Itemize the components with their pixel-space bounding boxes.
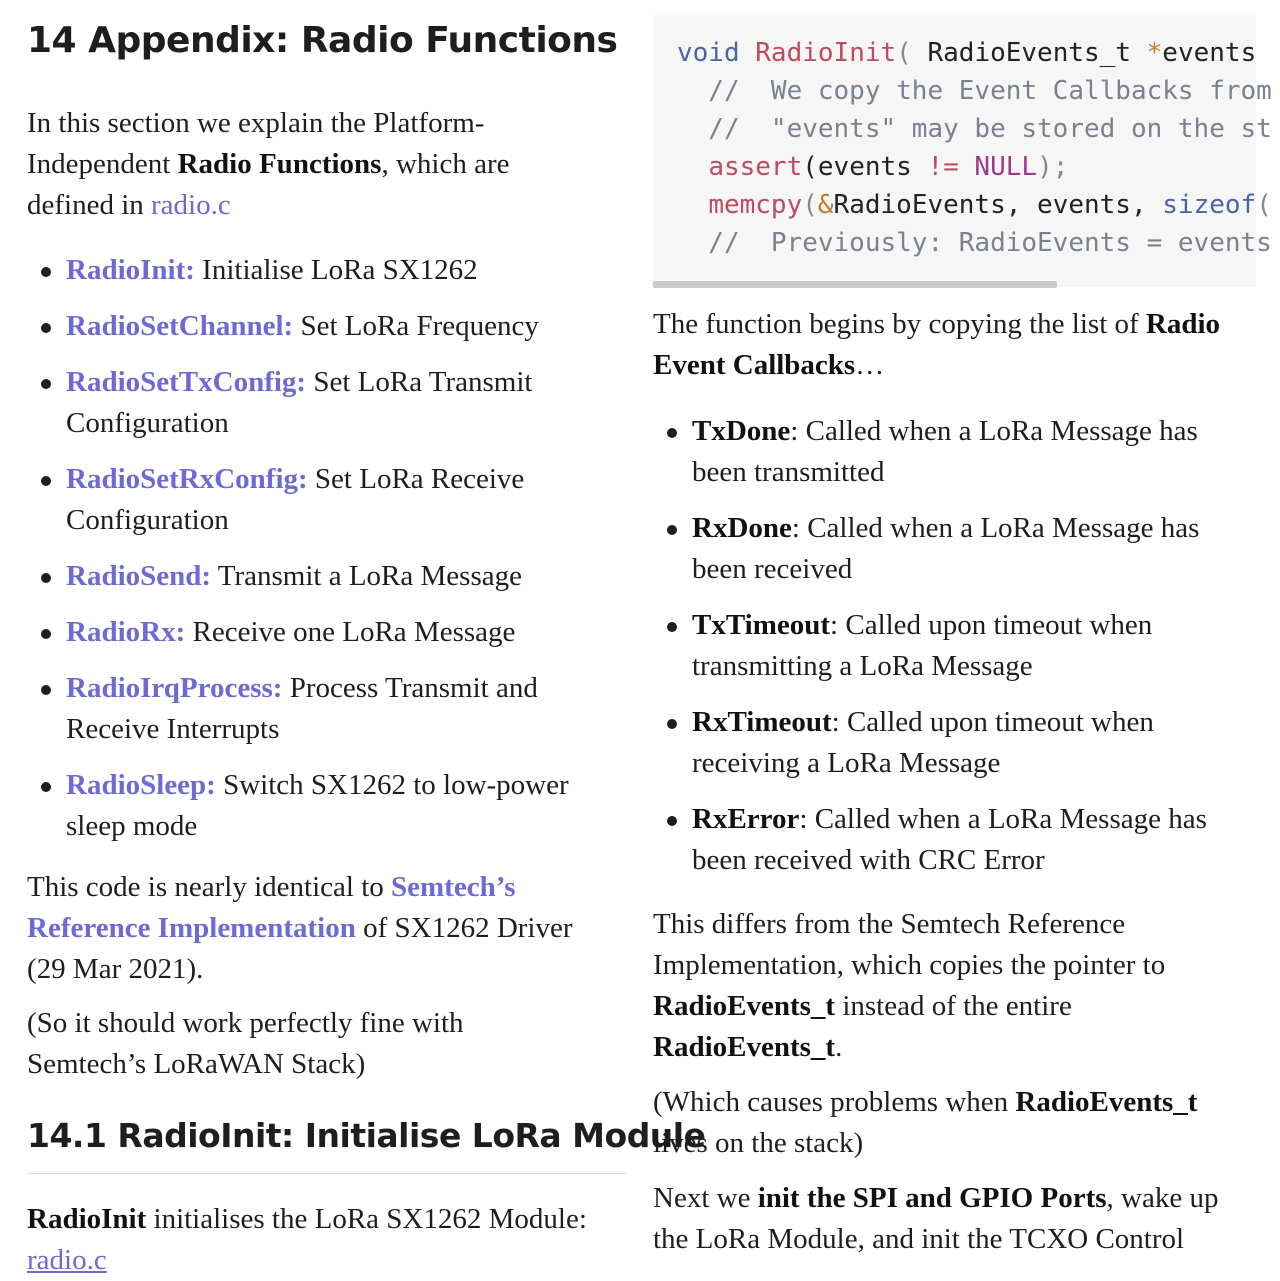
bullet-icon xyxy=(667,719,677,729)
next-text: Next we xyxy=(653,1182,758,1214)
radioinit-paragraph xyxy=(27,1199,627,1240)
stack-note-bold: RadioEvents_t xyxy=(1015,1086,1198,1118)
list-item xyxy=(653,605,1253,687)
list-item xyxy=(27,250,627,291)
bullet-icon xyxy=(41,685,51,695)
function-link[interactable]: RadioSend: xyxy=(66,560,212,592)
callback-desc: : Called upon timeout when transmitting a LoRa Message xyxy=(692,609,1153,682)
differs-text-mid: instead of the entire xyxy=(835,990,1072,1022)
intro-bold: Radio Functions xyxy=(177,148,382,180)
code-token: ( xyxy=(1256,190,1272,220)
reference-text-post: of SX1262 Driver (29 Mar 2021). xyxy=(27,912,573,985)
radioinit-bold: RadioInit xyxy=(27,1203,147,1235)
right-column xyxy=(653,0,1256,1280)
callback-name: TxDone xyxy=(692,415,791,447)
reference-paragraph xyxy=(27,867,617,990)
radio-c-link-paragraph xyxy=(27,1240,107,1281)
code-token: , events, xyxy=(1005,190,1163,220)
code-comment: // "events" may be stored on the st xyxy=(677,114,1272,144)
list-item xyxy=(27,612,627,653)
differs-bold-1: RadioEvents_t xyxy=(653,990,836,1022)
function-link[interactable]: RadioSetTxConfig: xyxy=(66,366,307,398)
semtech-reference-link[interactable]: Semtech’s Reference Implementation xyxy=(27,871,516,944)
code-token: RadioInit xyxy=(755,38,897,68)
function-desc: Initialise LoRa SX1262 xyxy=(194,254,478,286)
callbacks-intro-ellipsis: … xyxy=(855,349,885,381)
code-token: & xyxy=(817,190,834,220)
list-item xyxy=(653,702,1253,784)
code-token: != xyxy=(927,152,959,182)
callback-name: TxTimeout xyxy=(692,609,831,641)
next-text-post: , wake up the LoRa Module, and init the TCXO Control xyxy=(653,1182,1219,1255)
code-token: ); xyxy=(1037,152,1069,182)
list-item xyxy=(27,765,627,847)
radio-c-link-2[interactable]: radio.c xyxy=(27,1244,107,1276)
radio-c-link[interactable]: radio.c xyxy=(151,189,231,221)
bullet-icon xyxy=(41,379,51,389)
code-token: * xyxy=(1130,38,1163,68)
code-token: memcpy xyxy=(708,190,803,220)
code-token: RadioEvents_t xyxy=(927,38,1131,68)
next-bold: init the SPI and GPIO Ports xyxy=(757,1182,1107,1214)
code-comment: // Previously: RadioEvents = events xyxy=(677,228,1272,258)
radioinit-text: initialises the LoRa SX1262 Module: xyxy=(146,1203,587,1235)
function-link[interactable]: RadioSetRxConfig: xyxy=(66,463,308,495)
callback-name: RxError xyxy=(692,803,800,835)
next-paragraph xyxy=(653,1178,1253,1260)
code-token: assert xyxy=(708,152,803,182)
bullet-icon xyxy=(667,525,677,535)
callback-desc: : Called when a LoRa Message has been received with CRC Error xyxy=(692,803,1207,876)
heading-divider xyxy=(27,1173,627,1174)
list-item xyxy=(27,556,627,597)
code-token: NULL xyxy=(958,152,1038,182)
intro-text: In this section we explain the Platform-Independent xyxy=(27,107,485,180)
function-link[interactable]: RadioInit: xyxy=(66,254,195,286)
bullet-icon xyxy=(41,476,51,486)
bullet-icon xyxy=(41,573,51,583)
list-item xyxy=(653,799,1253,881)
code-token: ( xyxy=(896,38,928,68)
code-token: (events xyxy=(802,152,928,182)
function-link[interactable]: RadioSleep: xyxy=(66,769,216,801)
bullet-icon xyxy=(41,323,51,333)
function-desc: Set LoRa Receive Configuration xyxy=(66,463,525,536)
bullet-icon xyxy=(41,782,51,792)
callbacks-intro xyxy=(653,304,1253,386)
callback-name: RxTimeout xyxy=(692,706,832,738)
intro-paragraph xyxy=(27,103,587,226)
reference-text: This code is nearly identical to xyxy=(27,871,392,903)
callbacks-intro-text: The function begins by copying the list of xyxy=(653,308,1146,340)
callback-name: RxDone xyxy=(692,512,792,544)
bullet-icon xyxy=(667,816,677,826)
function-link[interactable]: RadioSetChannel: xyxy=(66,310,294,342)
code-token: RadioEvents xyxy=(833,190,1006,220)
bullet-icon xyxy=(41,629,51,639)
callback-desc: : Called when a LoRa Message has been received xyxy=(692,512,1200,585)
subsection-heading: 14.1 RadioInit: Initialise LoRa Module xyxy=(27,1116,706,1155)
differs-paragraph xyxy=(653,904,1253,1068)
stack-note xyxy=(653,1082,1253,1164)
code-token: void xyxy=(677,38,740,68)
list-item xyxy=(653,411,1253,493)
code-token: sizeof xyxy=(1162,190,1257,220)
stack-note-post: lives on the stack) xyxy=(653,1127,864,1159)
function-desc: Set LoRa Transmit Configuration xyxy=(66,366,533,439)
callback-list xyxy=(653,411,1253,881)
intro-text-mid: , which are defined in xyxy=(27,148,510,221)
function-desc: Set LoRa Frequency xyxy=(293,310,539,342)
section-heading: 14 Appendix: Radio Functions xyxy=(27,20,618,61)
bullet-icon xyxy=(41,267,51,277)
function-desc: Switch SX1262 to low-power sleep mode xyxy=(66,769,569,842)
code-token: ( xyxy=(802,190,818,220)
function-desc: Process Transmit and Receive Interrupts xyxy=(66,672,538,745)
bullet-icon xyxy=(667,622,677,632)
differs-bold-2: RadioEvents_t xyxy=(653,1031,836,1063)
list-item xyxy=(27,668,627,750)
differs-text: This differs from the Semtech Reference Implementation, which copies the pointer to xyxy=(653,908,1166,981)
lorawan-note: (So it should work perfectly fine with Semtech’s LoRaWAN Stack) xyxy=(27,1007,464,1080)
callbacks-intro-bold: Radio Event Callbacks xyxy=(653,308,1221,381)
callback-desc: : Called upon timeout when receiving a LoRa Message xyxy=(692,706,1154,779)
function-list xyxy=(27,250,627,847)
function-desc: Receive one LoRa Message xyxy=(185,616,516,648)
stack-note-text: (Which causes problems when xyxy=(653,1086,1016,1118)
code-comment: // We copy the Event Callbacks from xyxy=(677,76,1272,106)
bullet-icon xyxy=(667,428,677,438)
list-item xyxy=(27,459,627,541)
list-item xyxy=(27,362,627,444)
function-link[interactable]: RadioIrqProcess: xyxy=(66,672,283,704)
list-item xyxy=(653,508,1253,590)
list-item xyxy=(27,306,627,347)
callback-desc: : Called when a LoRa Message has been transmitted xyxy=(692,415,1198,488)
code-token: events xyxy=(1162,38,1257,68)
function-link[interactable]: RadioRx: xyxy=(66,616,186,648)
function-desc: Transmit a LoRa Message xyxy=(211,560,522,592)
differs-text-end: . xyxy=(835,1031,843,1063)
